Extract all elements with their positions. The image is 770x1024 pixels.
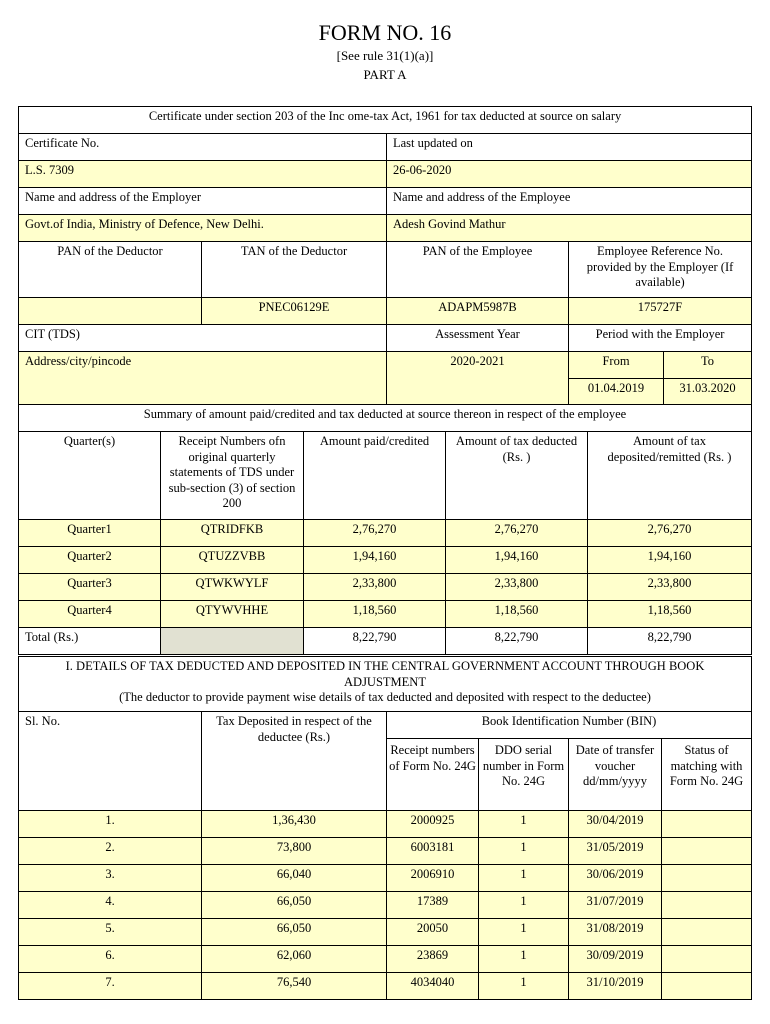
paid-cell: 2,33,800 bbox=[304, 574, 446, 601]
receipt-header: Receipt numbers of Form No. 24G bbox=[387, 739, 479, 811]
employee-name-value: Adesh Govind Mathur bbox=[387, 215, 752, 242]
date-cell: 31/05/2019 bbox=[569, 838, 662, 865]
assessment-year-label: Assessment Year bbox=[387, 325, 569, 352]
quarter-cell: Quarter4 bbox=[19, 601, 161, 628]
deposited-cell: 1,18,560 bbox=[588, 601, 752, 628]
details-table bbox=[18, 656, 752, 1000]
table-row bbox=[19, 865, 752, 892]
last-updated-value: 26-06-2020 bbox=[387, 161, 752, 188]
part-label: PART A bbox=[363, 67, 407, 82]
date-cell: 30/04/2019 bbox=[569, 811, 662, 838]
amount-cell: 73,800 bbox=[202, 838, 387, 865]
deposited-cell: 2,33,800 bbox=[588, 574, 752, 601]
date-cell: 31/08/2019 bbox=[569, 919, 662, 946]
total-deposited: 8,22,790 bbox=[588, 628, 752, 655]
date-cell: 30/06/2019 bbox=[569, 865, 662, 892]
table-row bbox=[19, 547, 752, 574]
employee-name-label: Name and address of the Employee bbox=[387, 188, 752, 215]
table-row bbox=[19, 811, 752, 838]
details-subheading: (The deductor to provide payment wise details of tax deducted and deposited with respect to the deductee) bbox=[119, 690, 651, 704]
status-cell bbox=[662, 919, 752, 946]
employee-ref-label: Employee Reference No. provided by the Employer (If available) bbox=[569, 242, 752, 298]
status-cell bbox=[662, 973, 752, 1000]
receipt-cell: QTUZZVBB bbox=[161, 547, 304, 574]
pan-deductor-value bbox=[19, 298, 202, 325]
ddo-cell: 1 bbox=[479, 919, 569, 946]
employer-name-value: Govt.of India, Ministry of Defence, New Delhi. bbox=[19, 215, 387, 242]
total-paid: 8,22,790 bbox=[304, 628, 446, 655]
bin-header: Book Identification Number (BIN) bbox=[387, 712, 752, 739]
table-row bbox=[19, 973, 752, 1000]
status-cell bbox=[662, 946, 752, 973]
employer-name-label: Name and address of the Employer bbox=[19, 188, 387, 215]
summary-header-paid: Amount paid/credited bbox=[304, 432, 446, 520]
status-cell bbox=[662, 892, 752, 919]
table-row bbox=[19, 520, 752, 547]
receipt-cell: 17389 bbox=[387, 892, 479, 919]
status-cell bbox=[662, 811, 752, 838]
amount-cell: 76,540 bbox=[202, 973, 387, 1000]
receipt-cell: 4034040 bbox=[387, 973, 479, 1000]
pan-employee-label: PAN of the Employee bbox=[387, 242, 569, 298]
form-title: FORM NO. 16 bbox=[318, 20, 452, 45]
to-label: To bbox=[664, 352, 752, 379]
amount-cell: 62,060 bbox=[202, 946, 387, 973]
deducted-cell: 2,76,270 bbox=[446, 520, 588, 547]
pan-deductor-label: PAN of the Deductor bbox=[19, 242, 202, 298]
deducted-cell: 2,33,800 bbox=[446, 574, 588, 601]
total-deducted: 8,22,790 bbox=[446, 628, 588, 655]
sl-no-cell: 5. bbox=[19, 919, 202, 946]
receipt-cell: 2000925 bbox=[387, 811, 479, 838]
ddo-cell: 1 bbox=[479, 973, 569, 1000]
summary-table bbox=[18, 404, 752, 655]
receipt-cell: 6003181 bbox=[387, 838, 479, 865]
status-cell bbox=[662, 838, 752, 865]
ddo-cell: 1 bbox=[479, 811, 569, 838]
deducted-cell: 1,18,560 bbox=[446, 601, 588, 628]
deposited-cell: 1,94,160 bbox=[588, 547, 752, 574]
employee-ref-value: 175727F bbox=[569, 298, 752, 325]
ddo-cell: 1 bbox=[479, 865, 569, 892]
address-label: Address/city/pincode bbox=[19, 352, 387, 405]
status-header: Status of matching with Form No. 24G bbox=[662, 739, 752, 811]
receipt-cell: QTWKWYLF bbox=[161, 574, 304, 601]
summary-header-deducted: Amount of tax deducted (Rs. ) bbox=[446, 432, 588, 520]
table-row bbox=[19, 892, 752, 919]
sl-no-cell: 4. bbox=[19, 892, 202, 919]
receipt-cell: QTRIDFKB bbox=[161, 520, 304, 547]
from-value: 01.04.2019 bbox=[569, 379, 664, 405]
certificate-no-value: L.S. 7309 bbox=[19, 161, 387, 188]
status-cell bbox=[662, 865, 752, 892]
rule-reference: [See rule 31(1)(a)] bbox=[336, 48, 434, 63]
amount-cell: 66,050 bbox=[202, 919, 387, 946]
ddo-cell: 1 bbox=[479, 946, 569, 973]
quarter-cell: Quarter2 bbox=[19, 547, 161, 574]
amount-cell: 66,050 bbox=[202, 892, 387, 919]
table-row bbox=[19, 574, 752, 601]
table-row bbox=[19, 838, 752, 865]
paid-cell: 1,18,560 bbox=[304, 601, 446, 628]
ddo-header: DDO serial number in Form No. 24G bbox=[479, 739, 569, 811]
quarter-cell: Quarter1 bbox=[19, 520, 161, 547]
cit-label: CIT (TDS) bbox=[19, 325, 387, 352]
date-cell: 30/09/2019 bbox=[569, 946, 662, 973]
sl-no-header: Sl. No. bbox=[19, 712, 202, 811]
paid-cell: 2,76,270 bbox=[304, 520, 446, 547]
summary-header-receipt: Receipt Numbers ofn original quarterly statements of TDS under sub-section (3) of section 200 bbox=[161, 432, 304, 520]
from-label: From bbox=[569, 352, 664, 379]
certificate-heading: Certificate under section 203 of the Inc ome-tax Act, 1961 for tax deducted at source on salary bbox=[19, 107, 752, 134]
receipt-cell: QTYWVHHE bbox=[161, 601, 304, 628]
deducted-cell: 1,94,160 bbox=[446, 547, 588, 574]
last-updated-label: Last updated on bbox=[387, 134, 752, 161]
summary-heading: Summary of amount paid/credited and tax deducted at source thereon in respect of the employee bbox=[19, 405, 752, 432]
tan-deductor-label: TAN of the Deductor bbox=[202, 242, 387, 298]
table-row bbox=[19, 601, 752, 628]
date-cell: 31/07/2019 bbox=[569, 892, 662, 919]
summary-header-quarter: Quarter(s) bbox=[19, 432, 161, 520]
details-heading-cell bbox=[19, 657, 752, 712]
sl-no-cell: 7. bbox=[19, 973, 202, 1000]
receipt-cell: 20050 bbox=[387, 919, 479, 946]
sl-no-cell: 3. bbox=[19, 865, 202, 892]
total-label: Total (Rs.) bbox=[19, 628, 161, 655]
period-label: Period with the Employer bbox=[569, 325, 752, 352]
amount-cell: 1,36,430 bbox=[202, 811, 387, 838]
date-header: Date of transfer voucher dd/mm/yyyy bbox=[569, 739, 662, 811]
table-row bbox=[19, 919, 752, 946]
form16-table bbox=[18, 106, 752, 405]
total-receipt-cell bbox=[161, 628, 304, 655]
form-header bbox=[0, 0, 770, 84]
amount-cell: 66,040 bbox=[202, 865, 387, 892]
ddo-cell: 1 bbox=[479, 892, 569, 919]
deposited-cell: 2,76,270 bbox=[588, 520, 752, 547]
assessment-year-value: 2020-2021 bbox=[387, 352, 569, 405]
total-row bbox=[19, 628, 752, 655]
details-heading: I. DETAILS OF TAX DEDUCTED AND DEPOSITED IN THE CENTRAL GOVERNMENT ACCOUNT THROUGH BOOK ADJUSTMENT bbox=[65, 659, 705, 689]
sl-no-cell: 1. bbox=[19, 811, 202, 838]
pan-employee-value: ADAPM5987B bbox=[387, 298, 569, 325]
date-cell: 31/10/2019 bbox=[569, 973, 662, 1000]
receipt-cell: 2006910 bbox=[387, 865, 479, 892]
receipt-cell: 23869 bbox=[387, 946, 479, 973]
paid-cell: 1,94,160 bbox=[304, 547, 446, 574]
tan-deductor-value: PNEC06129E bbox=[202, 298, 387, 325]
table-row bbox=[19, 946, 752, 973]
to-value: 31.03.2020 bbox=[664, 379, 752, 405]
summary-header-deposited: Amount of tax deposited/remitted (Rs. ) bbox=[588, 432, 752, 520]
sl-no-cell: 2. bbox=[19, 838, 202, 865]
ddo-cell: 1 bbox=[479, 838, 569, 865]
tax-deposited-header: Tax Deposited in respect of the deductee (Rs.) bbox=[202, 712, 387, 811]
quarter-cell: Quarter3 bbox=[19, 574, 161, 601]
certificate-no-label: Certificate No. bbox=[19, 134, 387, 161]
sl-no-cell: 6. bbox=[19, 946, 202, 973]
